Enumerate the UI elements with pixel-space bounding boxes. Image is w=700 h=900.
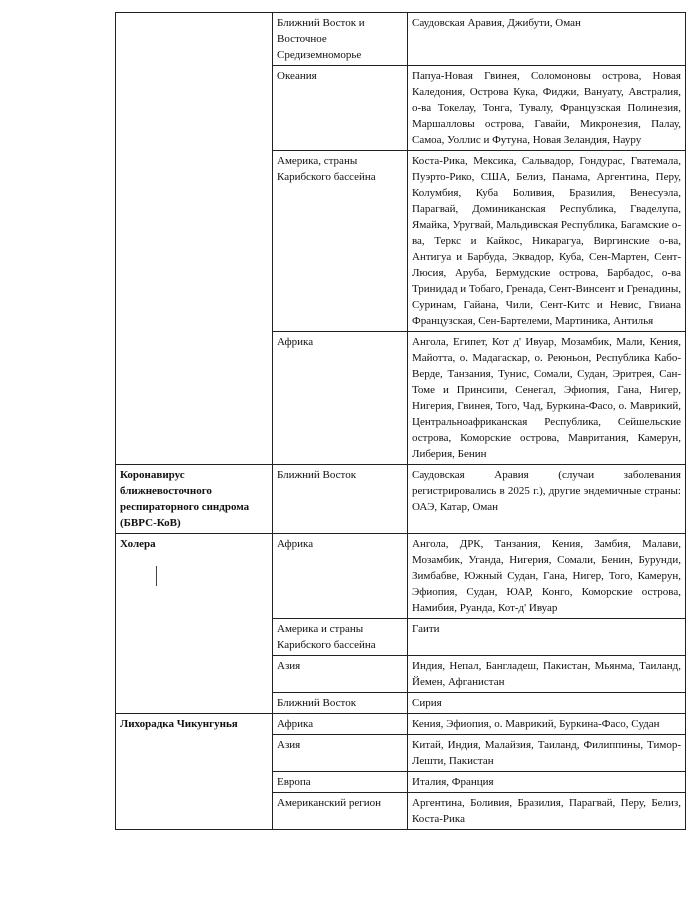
countries-cell: Ангола, ДРК, Танзания, Кения, Замбия, Малави, Мозамбик, Уганда, Нигерия, Сомали, Бенин, Бурунди, Зимбабве, Южный Судан, Гана, Нигер, Того, Камерун, Эфиопия, Судан, ЮАР, Конго, Коморские острова, Намибия, Руанда, Кот-д' Ивуар xyxy=(408,534,686,619)
region-cell: Африка xyxy=(273,534,408,619)
region-cell: Океания xyxy=(273,66,408,151)
disease-cell: Лихорадка Чикунгунья xyxy=(116,714,273,830)
table-row xyxy=(116,465,686,534)
disease-cell xyxy=(116,534,273,714)
countries-cell: Гаити xyxy=(408,619,686,656)
table-row xyxy=(116,534,686,619)
countries-cell: Коста-Рика, Мексика, Сальвадор, Гондурас, Гватемала, Пуэрто-Рико, США, Белиз, Панама, Аргентина, Перу, Колумбия, Куба Боливия, Бразилия, Венесуэла, Парагвай, Доминиканская Республика, Гваделупа, Ямайка, Уругвай, Мальдивская Республика, Багамские о-ва, Теркс и Кайкос, Никарагуа, Виргинские о-ва, Антигуа и Барбуда, Эквадор, Куба, Сен-Мартен, Сент-Люсия, Аруба, Бермудские острова, Барбадос, о-ва Тринидад и Тобаго, Гренада, Сент-Винсент и Гренадины, Суринам, Гайана, Чили, Сент-Китс и Невис, Гвиана Французская, Сен-Бартелеми, Мартиника, Антилья xyxy=(408,151,686,332)
countries-cell: Индия, Непал, Бангладеш, Пакистан, Мьянма, Таиланд, Йемен, Афганистан xyxy=(408,656,686,693)
margin-mark xyxy=(156,566,157,586)
region-cell: Ближний Восток xyxy=(273,465,408,534)
region-cell: Африка xyxy=(273,714,408,735)
disease-cell: Коронавирус ближневосточного респираторного синдрома (БВРС-КоВ) xyxy=(116,465,273,534)
disease-name: Холера xyxy=(120,538,156,550)
disease-cell xyxy=(116,13,273,465)
region-cell: Азия xyxy=(273,735,408,772)
countries-cell: Ангола, Египет, Кот д' Ивуар, Мозамбик, Мали, Кения, Майотта, о. Мадагаскар, о. Реюньон, Республика Кабо-Верде, Танзания, Тунис, Сомали, Судан, Эритрея, Сан-Томе и Принсипи, Сенегал, Эфиопия, Гана, Нигер, Нигерия, Гвинея, Того, Чад, Буркина-Фасо, о. Маврикий, Центральноафриканская Республика, Сейшельские острова, Коморские острова, Мавритания, Камерун, Либерия, Бенин xyxy=(408,332,686,465)
countries-cell: Саудовская Аравия, Джибути, Оман xyxy=(408,13,686,66)
countries-cell: Италия, Франция xyxy=(408,772,686,793)
region-cell: Африка xyxy=(273,332,408,465)
countries-cell: Аргентина, Боливия, Бразилия, Парагвай, Перу, Белиз, Коста-Рика xyxy=(408,793,686,830)
region-cell: Азия xyxy=(273,656,408,693)
region-cell: Европа xyxy=(273,772,408,793)
countries-cell: Сирия xyxy=(408,693,686,714)
region-cell: Америка и страны Карибского бассейна xyxy=(273,619,408,656)
disease-region-table xyxy=(115,12,686,830)
region-cell: Ближний Восток xyxy=(273,693,408,714)
countries-cell: Кения, Эфиопия, о. Маврикий, Буркина-Фасо, Судан xyxy=(408,714,686,735)
table-row xyxy=(116,13,686,66)
region-cell: Америка, страны Карибского бассейна xyxy=(273,151,408,332)
countries-cell: Саудовская Аравия (случаи заболевания регистрировались в 2025 г.), другие эндемичные страны: ОАЭ, Катар, Оман xyxy=(408,465,686,534)
table-row xyxy=(116,714,686,735)
countries-cell: Папуа-Новая Гвинея, Соломоновы острова, Новая Каледония, Острова Кука, Фиджи, Вануату, Австралия, о-ва Токелау, Тонга, Тувалу, Французская Полинезия, Маршалловы острова, Гавайи, Микронезия, Палау, Самоа, Уоллис и Футуна, Новая Зеландия, Науру xyxy=(408,66,686,151)
region-cell: Американский регион xyxy=(273,793,408,830)
countries-cell: Китай, Индия, Малайзия, Таиланд, Филиппины, Тимор-Лешти, Пакистан xyxy=(408,735,686,772)
region-cell: Ближний Восток и Восточное Средиземноморье xyxy=(273,13,408,66)
